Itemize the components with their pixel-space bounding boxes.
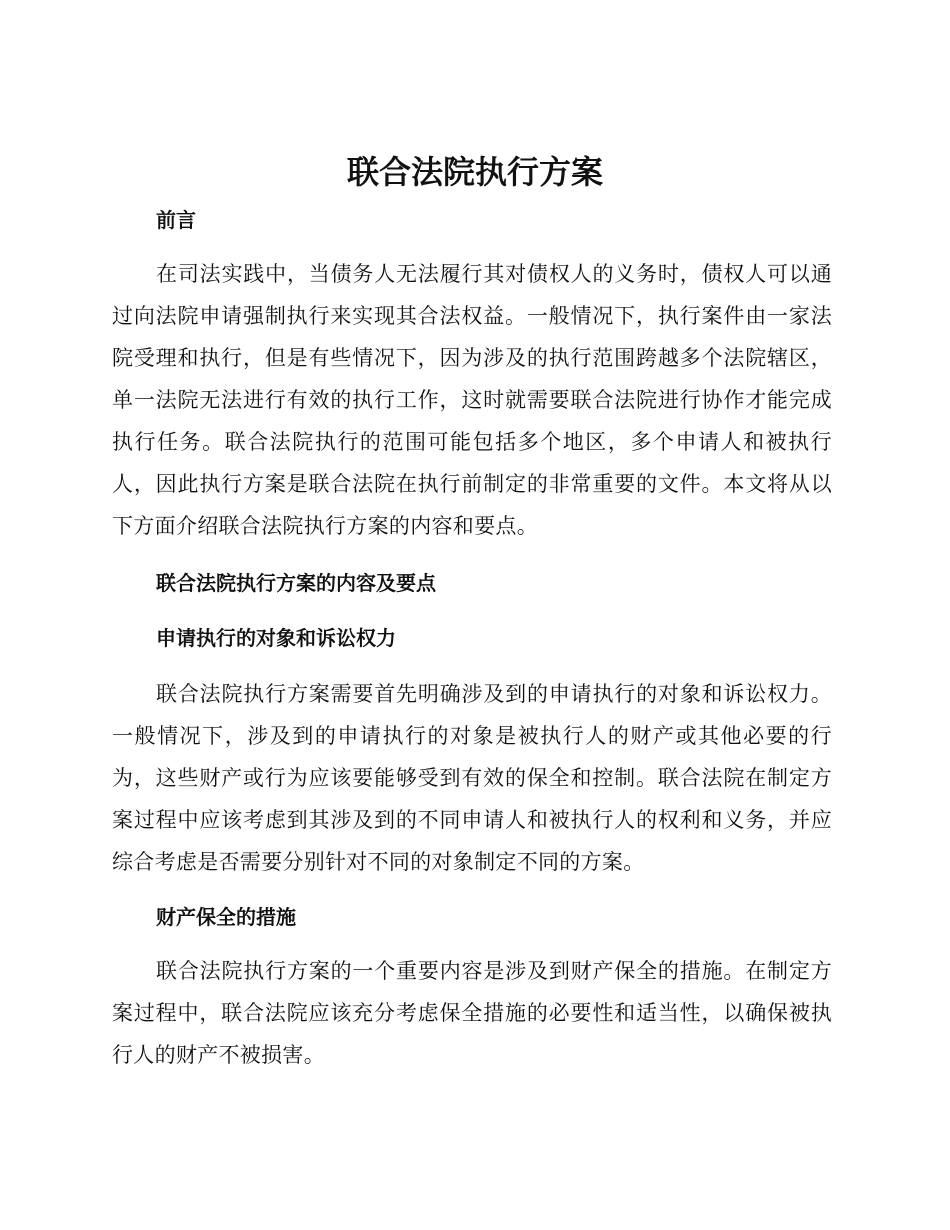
paragraph-objects: 联合法院执行方案需要首先明确涉及到的申请执行的对象和诉讼权力。一般情况下，涉及到的申请执行的对象是被执行人的财产或其他必要的行为，这些财产或行为应该要能够受到有效的保全和控制。联合法院在制定方案过程中应该考虑到其涉及到的不同申请人和被执行人的权利和义务，并应综合考虑是否需要分别针对不同的对象制定不同的方案。 — [112, 682, 832, 874]
paragraph-preface: 在司法实践中，当债务人无法履行其对债权人的义务时，债权人可以通过向法院申请强制执行来实现其合法权益。一般情况下，执行案件由一家法院受理和执行，但是有些情况下，因为涉及的执行范围跨越多个法院辖区，单一法院无法进行有效的执行工作，这时就需要联合法院进行协作才能完成执行任务。联合法院执行的范围可能包括多个地区，多个申请人和被执行人，因此执行方案是联合法院在执行前制定的非常重要的文件。本文将从以下方面介绍联合法院执行方案的内容和要点。 — [112, 262, 832, 538]
section-heading-preface: 前言 — [156, 208, 196, 232]
document-title: 联合法院执行方案 — [346, 153, 603, 191]
section-heading-objects: 申请执行的对象和诉讼权力 — [156, 626, 396, 650]
section-heading-contents: 联合法院执行方案的内容及要点 — [156, 571, 436, 595]
section-heading-preservation: 财产保全的措施 — [156, 905, 296, 929]
paragraph-preservation: 联合法院执行方案的一个重要内容是涉及到财产保全的措施。在制定方案过程中，联合法院应该充分考虑保全措施的必要性和适当性，以确保被执行人的财产不被损害。 — [112, 959, 832, 1067]
